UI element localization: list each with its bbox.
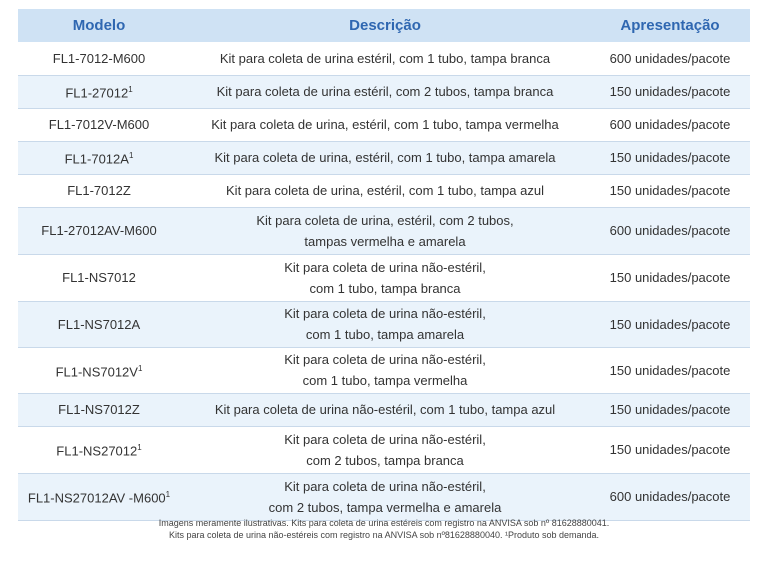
description-line-1: Kit para coleta de urina, estéril, com 1 tubo, tampa azul bbox=[226, 183, 544, 198]
description-line-1: Kit para coleta de urina estéril, com 1 tubo, tampa branca bbox=[219, 50, 551, 66]
table-row bbox=[18, 141, 750, 174]
cell-model bbox=[18, 75, 180, 108]
header-modelo: Modelo bbox=[18, 9, 180, 42]
table-row bbox=[18, 301, 750, 347]
cell-model bbox=[18, 254, 180, 301]
description-line-1: Kit para coleta de urina, estéril, com 1 tubo, tampa amarela bbox=[214, 150, 556, 165]
cell-description bbox=[180, 108, 590, 141]
description-line-1: Kit para coleta de urina, estéril, com 2 tubos, bbox=[256, 212, 514, 228]
cell-description bbox=[180, 141, 590, 174]
cell-presentation: 150 unidades/pacote bbox=[590, 141, 750, 174]
on-demand-marker: 1 bbox=[165, 490, 171, 500]
table-row bbox=[18, 42, 750, 75]
cell-model bbox=[18, 207, 180, 254]
on-demand-marker: 1 bbox=[137, 363, 143, 373]
table-row bbox=[18, 75, 750, 108]
cell-description bbox=[180, 426, 590, 473]
model-code: FL1-NS7012 bbox=[62, 270, 136, 285]
on-demand-marker: 1 bbox=[128, 151, 134, 161]
table-row bbox=[18, 347, 750, 393]
table-header-row bbox=[18, 9, 750, 42]
cell-description bbox=[180, 254, 590, 301]
header-descricao: Descrição bbox=[180, 9, 590, 42]
cell-model bbox=[18, 473, 180, 520]
table-row bbox=[18, 254, 750, 301]
cell-model bbox=[18, 301, 180, 347]
cell-presentation: 600 unidades/pacote bbox=[590, 207, 750, 254]
product-table-container bbox=[18, 9, 750, 521]
cell-presentation: 600 unidades/pacote bbox=[590, 473, 750, 520]
footnote bbox=[0, 517, 768, 541]
description-line-1: Kit para coleta de urina não-estéril, bbox=[284, 352, 486, 367]
cell-model bbox=[18, 426, 180, 473]
model-code: FL1-NS7012V bbox=[55, 364, 138, 380]
description-line-2: com 1 tubo, tampa branca bbox=[309, 280, 461, 296]
model-code: FL1-7012Z bbox=[67, 183, 131, 198]
cell-presentation: 150 unidades/pacote bbox=[590, 426, 750, 473]
model-code: FL1-NS27012AV -M600 bbox=[27, 490, 166, 506]
model-code: FL1-NS7012A bbox=[57, 316, 141, 332]
cell-model bbox=[18, 347, 180, 393]
description-line-2: tampas vermelha e amarela bbox=[304, 233, 466, 249]
product-table bbox=[18, 9, 750, 521]
cell-description bbox=[180, 174, 590, 207]
cell-description bbox=[180, 42, 590, 75]
description-line-1: Kit para coleta de urina não-estéril, bbox=[284, 478, 486, 494]
cell-presentation: 150 unidades/pacote bbox=[590, 393, 750, 426]
model-code: FL1-27012AV-M600 bbox=[41, 223, 157, 238]
model-code: FL1-7012-M600 bbox=[52, 50, 146, 66]
table-row bbox=[18, 393, 750, 426]
cell-description bbox=[180, 75, 590, 108]
cell-presentation: 150 unidades/pacote bbox=[590, 174, 750, 207]
cell-model bbox=[18, 108, 180, 141]
cell-presentation: 600 unidades/pacote bbox=[590, 108, 750, 141]
table-row bbox=[18, 207, 750, 254]
cell-model bbox=[18, 393, 180, 426]
on-demand-marker: 1 bbox=[128, 85, 133, 95]
cell-model bbox=[18, 141, 180, 174]
header-apresentacao: Apresentação bbox=[590, 9, 750, 42]
cell-description bbox=[180, 347, 590, 393]
description-line-2: com 2 tubos, tampa vermelha e amarela bbox=[268, 499, 502, 515]
description-line-2: com 1 tubo, tampa vermelha bbox=[302, 373, 468, 388]
cell-presentation: 150 unidades/pacote bbox=[590, 254, 750, 301]
description-line-1: Kit para coleta de urina não-estéril, bbox=[284, 306, 486, 321]
table-row bbox=[18, 426, 750, 473]
cell-presentation: 150 unidades/pacote bbox=[590, 347, 750, 393]
table-row bbox=[18, 473, 750, 520]
table-row bbox=[18, 174, 750, 207]
table-row bbox=[18, 108, 750, 141]
description-line-2: com 2 tubos, tampa branca bbox=[306, 452, 464, 468]
model-code: FL1-7012A bbox=[64, 151, 129, 167]
cell-description bbox=[180, 393, 590, 426]
cell-model bbox=[18, 42, 180, 75]
description-line-1: Kit para coleta de urina, estéril, com 1 tubo, tampa vermelha bbox=[211, 117, 559, 132]
description-line-2: com 1 tubo, tampa amarela bbox=[305, 327, 465, 342]
model-code: FL1-27012 bbox=[65, 85, 129, 101]
model-code: FL1-NS27012 bbox=[56, 443, 138, 459]
cell-model bbox=[18, 174, 180, 207]
model-code: FL1-7012V-M600 bbox=[48, 117, 150, 132]
cell-presentation: 600 unidades/pacote bbox=[590, 42, 750, 75]
description-line-1: Kit para coleta de urina não-estéril, com 1 tubo, tampa azul bbox=[214, 402, 556, 417]
cell-description bbox=[180, 207, 590, 254]
cell-description bbox=[180, 301, 590, 347]
cell-presentation: 150 unidades/pacote bbox=[590, 301, 750, 347]
description-line-1: Kit para coleta de urina não-estéril, bbox=[284, 431, 486, 447]
footnote-line-2: Kits para coleta de urina não-estéreis com registro na ANVISA sob nº81628880040. ¹Produto sob demanda. bbox=[168, 530, 600, 540]
description-line-1: Kit para coleta de urina estéril, com 2 tubos, tampa branca bbox=[216, 84, 554, 99]
description-line-1: Kit para coleta de urina não-estéril, bbox=[284, 259, 486, 275]
cell-description bbox=[180, 473, 590, 520]
model-code: FL1-NS7012Z bbox=[58, 402, 140, 417]
cell-presentation: 150 unidades/pacote bbox=[590, 75, 750, 108]
footnote-line-1: Imagens meramente ilustrativas. Kits para coleta de urina estéreis com registro na ANVISA sob nº 81628880041. bbox=[158, 518, 610, 528]
on-demand-marker: 1 bbox=[137, 443, 142, 453]
